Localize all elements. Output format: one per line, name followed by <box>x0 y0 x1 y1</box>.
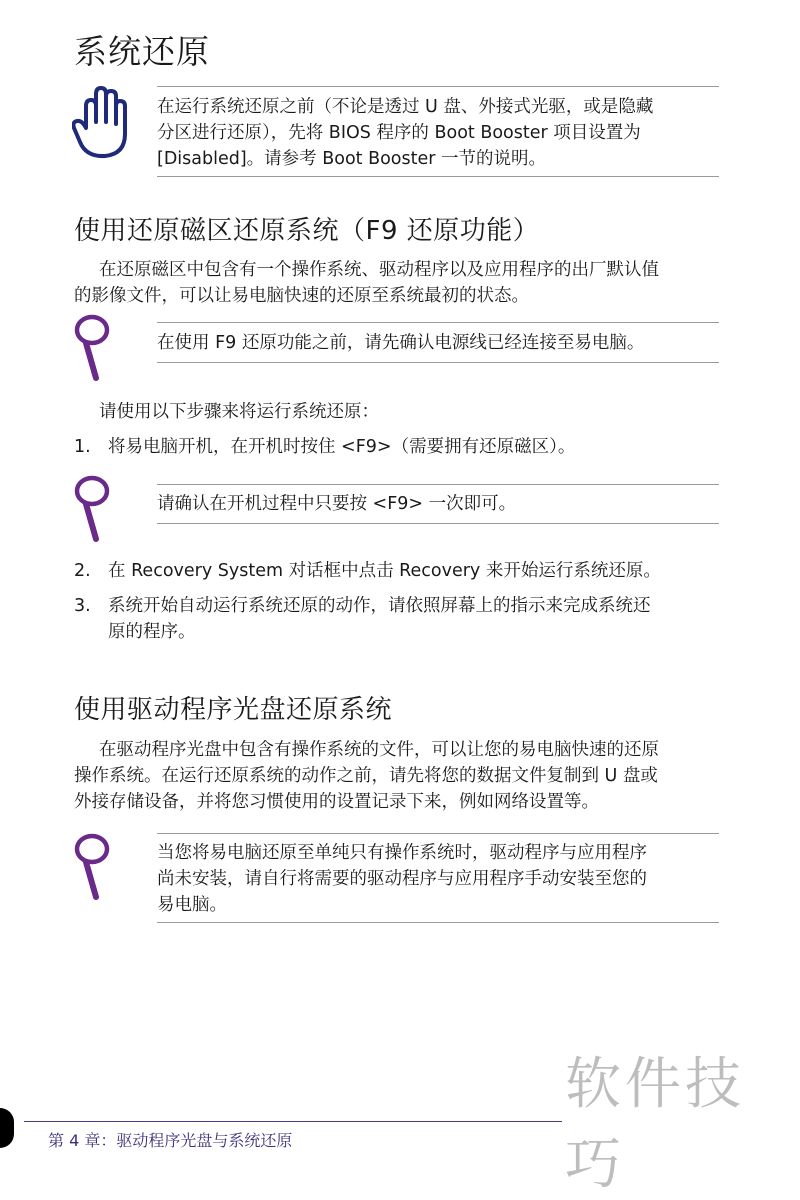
step-2-text: 在 Recovery System 对话框中点击 Recovery 来开始运行系统还原。 <box>108 561 661 581</box>
step-number: 3. <box>74 596 91 616</box>
note-line: 在运行系统还原之前（不论是透过 U 盘、外接式光驱，或是隐藏 <box>157 97 654 117</box>
paragraph-line: 在驱动程序光盘中包含有操作系统的文件，可以让您的易电脑快速的还原 <box>99 740 659 760</box>
power-cord-tip: 在使用 F9 还原功能之前，请先确认电源线已经连接至易电脑。 <box>157 333 645 353</box>
note-rule-top <box>157 86 719 87</box>
tip-line: 易电脑。 <box>157 895 227 915</box>
step-number: 1. <box>74 437 91 457</box>
steps-intro: 请使用以下步骤来将运行系统还原： <box>99 402 379 422</box>
magnifier-tip-icon <box>72 314 112 384</box>
tip-line: 当您将易电脑还原至单纯只有操作系统时，驱动程序与应用程序 <box>157 843 647 863</box>
tip-rule-bottom <box>157 922 719 923</box>
section-heading-driver-disc: 使用驱动程序光盘还原系统 <box>74 695 393 725</box>
section2-intro <box>74 737 720 763</box>
step-3-text <box>108 593 720 645</box>
page-title: 系统还原 <box>74 32 210 71</box>
footer-rule <box>24 1121 562 1122</box>
watermark: 软件技巧 <box>565 1052 745 1197</box>
section2-intro-cont <box>74 763 720 815</box>
drivers-not-installed-tip <box>157 840 719 918</box>
step-number: 2. <box>74 561 91 581</box>
paragraph-line: 在还原磁区中包含有一个操作系统、驱动程序以及应用程序的出厂默认值 <box>99 260 659 280</box>
magnifier-tip-icon <box>72 833 112 903</box>
note-line: [Disabled]。请参考 Boot Booster 一节的说明。 <box>157 149 547 169</box>
step-line: 原的程序。 <box>108 622 196 642</box>
tip-rule-bottom <box>157 523 719 524</box>
step-1-text: 将易电脑开机，在开机时按住 <F9>（需要拥有还原磁区）。 <box>108 437 576 457</box>
f9-once-tip: 请确认在开机过程中只要按 <F9> 一次即可。 <box>157 494 517 514</box>
note-line: 分区进行还原），先将 BIOS 程序的 Boot Booster 项目设置为 <box>157 123 641 143</box>
section1-intro <box>74 257 720 283</box>
section1-intro-cont <box>74 283 720 309</box>
section-heading-f9: 使用还原磁区还原系统（F9 还原功能） <box>74 216 540 246</box>
hand-icon <box>72 84 128 160</box>
note-rule-bottom <box>157 176 719 177</box>
paragraph-line: 操作系统。在运行还原系统的动作之前，请先将您的数据文件复制到 U 盘或 <box>74 766 658 786</box>
step-line: 系统开始自动运行系统还原的动作，请依照屏幕上的指示来完成系统还 <box>108 596 651 616</box>
tip-line: 尚未安装，请自行将需要的驱动程序与应用程序手动安装至您的 <box>157 869 647 889</box>
page-corner-tab <box>0 1108 14 1148</box>
tip-rule-top <box>157 322 719 323</box>
chapter-footer: 第 4 章：驱动程序光盘与系统还原 <box>48 1131 293 1150</box>
paragraph-line: 外接存储设备，并将您习惯使用的设置记录下来，例如网络设置等。 <box>74 792 599 812</box>
tip-rule-top <box>157 833 719 834</box>
paragraph-line: 的影像文件，可以让易电脑快速的还原至系统最初的状态。 <box>74 286 529 306</box>
tip-rule-top <box>157 484 719 485</box>
magnifier-tip-icon <box>72 475 112 545</box>
tip-rule-bottom <box>157 362 719 363</box>
boot-booster-note <box>157 94 719 172</box>
